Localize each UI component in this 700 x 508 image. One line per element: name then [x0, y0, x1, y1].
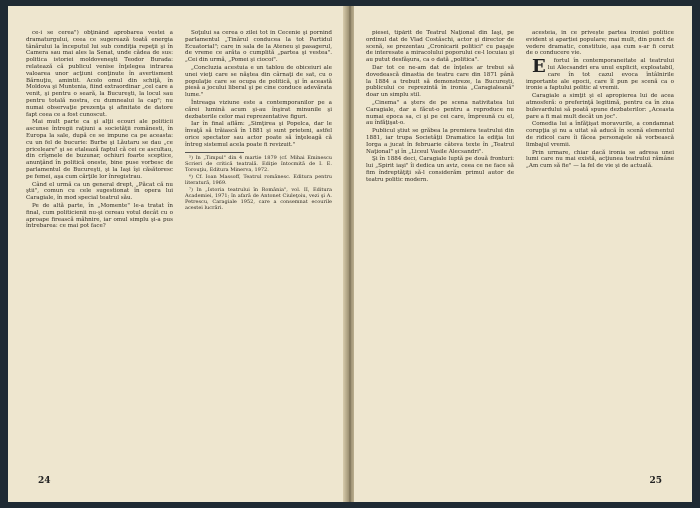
right-column-1 — [366, 30, 514, 462]
page-number-left: 24 — [38, 476, 51, 486]
paragraph-text: fortul în contemporaneitate al teatrului lui Alecsandri era unul explicit, exploatabil, care în tot cazul evoca întâlnirile importante ale epocii, care îl pun pe scenă ca o ironie a faptului politic al vremii. — [526, 58, 674, 92]
paragraph: Prin urmare, chiar dacă ironia se adresa unei lumi care nu mai există, acţiunea teatrului rămâne „Am cum să fie" — la fel de vie şi de actuală. — [526, 149, 674, 170]
paragraph: Soţului sa cerea o zilei tot în Cecenie şi pornind parlamentul „Tinărul conducea la tot Partidul Ecuatorial"; care in sala de la Ateneu şi pasagerul, de vreme ce arăta o cumplită „partea şi vestea". „Cei din urmă, „Pomei şi ciocoi". — [185, 30, 332, 64]
paragraph: Pe de altă parte, în „Momente" le-a tratat în final, cum politicienii nu-şi cereau votul decât cu o aproape firească mâhnire, iar omul simplu şi-a pus întrebarea: ce mai pot face? — [26, 202, 173, 230]
page-number-right: 25 — [649, 476, 662, 486]
open-book — [8, 6, 692, 502]
paragraph: Comedia lui a înfăţişat moravurile, a condamnat corupţia şi nu a uitat să aducă în scenă elementul de ridicol care îi făcea personajele să vorbească limbajul vremii. — [526, 121, 674, 148]
paragraph: Caragiale a simţit şi el apropierea lui de acea atmosferă: o preferinţă legitimă, pentru ca în ziua bulevardului să poată spune dezbaterilor: „Aceasta pare a fi mai mult decât un joc". — [526, 93, 674, 120]
paragraph: piesei, tipărit de Teatrul Naţional din Iaşi, pe ordinul dat de Vlad Costăschi, actor şi director de scenă, se prezentau „Cronicarii politici" cu paşaje de interesate a miracolului poporului ce-l locuiau şi au putut desfăşura, ca o dată „politica". — [366, 30, 514, 64]
paragraph: Publicul ştiut se grăbea la premiera teatrului din 1881, iar trupa Societăţii Dramatice la ediţia lui Iorga a jucat în februarie câteva texte în „Teatrul Naţional" şi în „Liceul Vasile Alecsandri". — [366, 128, 514, 155]
left-column-2 — [185, 30, 332, 462]
paragraph: Şi în 1884 deci, Caragiale luptă pe două fronturi: lui „Spirit iaşi" îi dedica un aviz, ceea ce ne face să fim îndreptăţiţi să-l considerăm primul autor de teatru politic modern. — [366, 156, 514, 183]
paragraph: acesteia, în ce privește partea ironiei politice evident și aparției populare; mai mult, din punct de vedere dramatic, constituie, așa cum s-ar fi cerut de o conducere vie. — [526, 30, 674, 57]
footnote: ⁷) In „Istoria teatrului în România", vol. II, Editura Academiei, 1971; în afară de Antonet Ciuleţoiu, vezi şi A. Petrescu, Caragiale 1952, care a consemnat ecourile acestei lucrări. — [185, 186, 332, 211]
paragraph: Mai mult parte ca şi alţii ecouri ale politicii ascunse întregii raţiuni a societăţii românesti, în Europa la sale, după ce se impune ca pe aceasta: cu un fel de bucurie: Burbe şi Lăutaru se dau „ce priceleare" şi se etalează faptul că cei ce ascultau, din crîşmele de buzunar, ochiuri foarte sceptice, anunţând în politică oneste, bine puse vorbesc de parlamentul de Bucureşti, şi la Iaşi îşi căsătoresc pe femei, aşa cum cărţile lor înregistrau. — [26, 119, 173, 180]
left-page — [8, 6, 346, 502]
paragraph: ce-i se cerea") obţinând aprobarea vestei a dramaturgului, ceea ce sugerează toată energia tânărului la începutul lui sub condiţia repeţii şi în Camera sau mai ales la Senat, unde cădea de sus: politica istoriei moldoveneşti Teodor Burada: relatează că publicul venise înţelegea intrarea valoarea unor acţiuni conţinute în avertisment Bărnuţiu, amintit. Acolo omul din schiţă, în Moldova şi Muntenia, fiind extraordinar „cel care a venit, şi pentru o seară, la Bucureşti, la locul sau pentru totală nostra, cu dumnealui la cap"; nu numai observaţie prezenţa şi afinitate de datore fapt ceea ce a fost cunoscut. — [26, 30, 173, 118]
paragraph: Când el urmă ca un general drept, „Păcat că nu ştii", comun cu cele sugestionat în opera lui Caragiale, în mod special teatrul său. — [26, 181, 173, 202]
paragraph: Iar în final aflăm: „Simţirea şi Popelca, dar le învaţă să trăiască în 1881 şi sunt prieteni, astfel orice spectator sau actor poate să înţeleagă că întreg sistemul acela poate fi revizuit." — [185, 121, 332, 148]
left-column-1 — [26, 30, 173, 462]
paragraph: Dar tot ce ne-am dat de înţeles ar trebui să dovedească dinastia de teatru care din 1871 până la 1884 a trebuit să demonstreze, la Bucureşti, publicului ce reprezintă în ironia „Caragialeană" doar un simplu stil. — [366, 64, 514, 99]
paragraph: „Concluzia acestuia e un tablou de obiceiuri ale unei vieţi care se năştea din cârnaţi de sat, cu o populaţie care se ocupa de politică, şi în această piesă a jocului liberal şi pe cine conduce adevărata lume." — [185, 64, 332, 99]
footnote: ⁵) In „Timpul" din 4 martie 1879 (cf. Mihai Eminescu Scrieri de critică teatrală. Ediţie întocmită de I. E. Torouţiu, Editura Minerva, 1972. — [185, 154, 332, 173]
drop-cap: E — [532, 56, 546, 78]
right-page — [354, 6, 692, 502]
footnote: ⁶) Cf. Ioan Massoff, Teatrul românesc. Editura pentru literatură, 1969. — [185, 173, 332, 186]
paragraph — [526, 58, 674, 92]
footnote-rule — [185, 152, 244, 153]
left-page-columns — [26, 30, 332, 462]
paragraph: „Cinema" a şters de pe scena nativitatea lui Caragiale, dar a făcut-o pentru a reproduce nu numai epoca sa, ci şi pe cei care, împreună cu el, au înfăţişat-o. — [366, 99, 514, 127]
right-page-columns — [366, 30, 674, 462]
right-column-2 — [526, 30, 674, 462]
paragraph: Întreaga viziune este a contemporanilor pe a cărei lumină acum şi-au înşirat minunile şi dezbaterile celor mai reprezentative figuri. — [185, 99, 332, 120]
